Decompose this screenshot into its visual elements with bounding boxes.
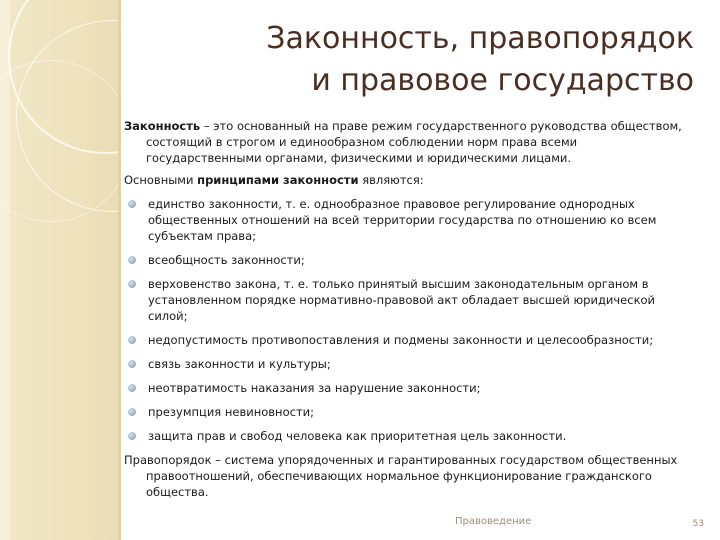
list-item (124, 276, 692, 324)
list-item-text: защита прав и свобод человека как приоритетная цель законности. (148, 429, 567, 443)
list-item (124, 332, 692, 348)
band-divider (118, 0, 121, 540)
definition-legality-text: – это основанный на праве режим государственного руководства обществом, состоящий в строгом и единообразном соблюдении норм права всеми государственными органами, физическими и юридическими лицами. (146, 119, 682, 165)
page-number: 53 (692, 519, 704, 529)
list-item-text: всеобщность законности; (148, 253, 305, 267)
list-item-text: единство законности, т. е. однообразное правовое регулирование однородных общественных отношений на всей территории государства по отношению ко всем субъектам права; (148, 197, 657, 243)
bullet-icon (128, 200, 136, 208)
bullet-icon (128, 360, 136, 368)
bullet-icon (128, 384, 136, 392)
list-item-text: связь законности и культуры; (148, 357, 331, 371)
principles-intro (124, 172, 692, 188)
list-item-text: презумпция невиновности; (148, 405, 314, 419)
list-item (124, 252, 692, 268)
principles-intro-after: являются: (358, 173, 424, 187)
bullet-icon (128, 280, 136, 288)
footer-subject: Правоведение (455, 516, 532, 527)
list-item-text: неотвратимость наказания за нарушение законности; (148, 381, 481, 395)
list-item (124, 196, 692, 244)
decorative-side-band (0, 0, 118, 540)
title-line-2: и правовое государство (311, 63, 694, 98)
list-item (124, 428, 692, 444)
bullet-icon (128, 256, 136, 264)
list-item (124, 404, 692, 420)
principles-intro-term: принципами законности (197, 173, 359, 187)
list-item (124, 380, 692, 396)
bullet-icon (128, 432, 136, 440)
principles-intro-before: Основными (124, 173, 198, 187)
list-item (124, 356, 692, 372)
definition-legality-term: Законность (124, 119, 201, 133)
definition-law-and-order: Правопорядок – система упорядоченных и гарантированных государством общественных правоотношений, обеспечивающих нормальное функционирование гражданского общества. (124, 453, 678, 499)
list-item-text: верховенство закона, т. е. только принятый высшим законодательным органом в установленном порядке нормативно-правовой акт обладает высшей юридической силой; (148, 277, 656, 323)
bullet-icon (128, 336, 136, 344)
slide-title (174, 18, 694, 102)
definition-legality (124, 118, 692, 166)
slide-body (124, 118, 692, 506)
bullet-icon (128, 408, 136, 416)
list-item-text: недопустимость противопоставления и подмены законности и целесообразности; (148, 333, 654, 347)
principles-list (124, 196, 692, 444)
title-line-1: Законность, правопорядок (266, 21, 694, 56)
